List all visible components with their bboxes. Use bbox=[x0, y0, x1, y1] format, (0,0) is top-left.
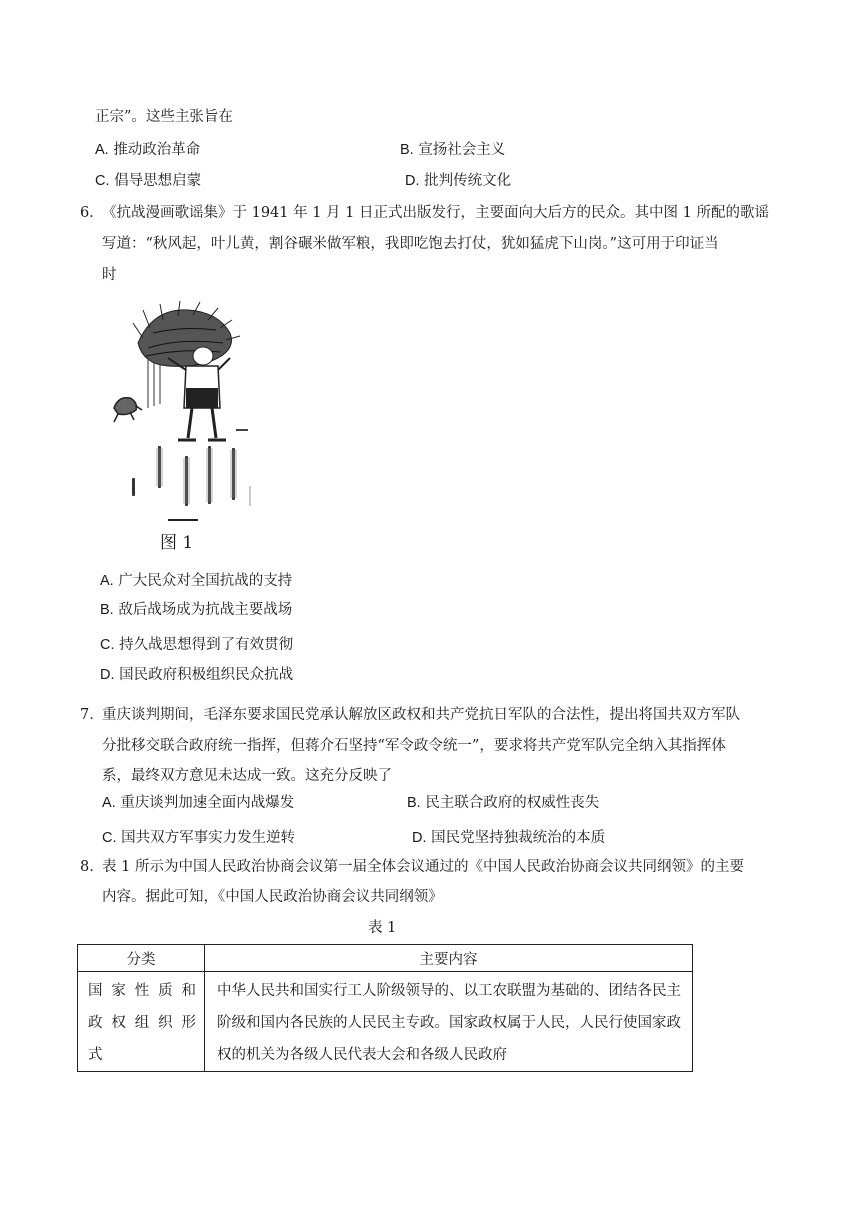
q7-option-c[interactable]: C. 国共双方军事实力发生逆转 bbox=[102, 830, 296, 846]
q5-option-d[interactable]: D. 批判传统文化 bbox=[405, 173, 512, 189]
q8-number: 8． bbox=[80, 859, 104, 875]
q5-stem-tail: 正宗”。这些主张旨在 bbox=[95, 109, 233, 125]
q7-stem-line-3: 系，最终双方意见未达成一致。这充分反映了 bbox=[102, 768, 392, 784]
q6-number: 6． bbox=[80, 205, 104, 221]
q5-option-b[interactable]: B. 宣扬社会主义 bbox=[400, 142, 506, 158]
table-cell-content: 中华人民共和国实行工人阶级领导的、以工农联盟为基础的、团结各民主 阶级和国内各民族的人民民主专政。国家政权属于人民，人民行使国家政 权的机关为各级人民代表大会和各级人民政府 bbox=[205, 972, 693, 1072]
table-caption: 表 1 bbox=[368, 920, 397, 936]
q7-option-a[interactable]: A. 重庆谈判加速全面内战爆发 bbox=[102, 795, 295, 811]
q7-option-b[interactable]: B. 民主联合政府的权威性丧失 bbox=[407, 795, 600, 811]
q6-stem-line-2: 写道：“秋风起，叶儿黄，割谷碾米做军粮，我即吃饱去打仗，犹如猛虎下山岗。”这可用于印证当 bbox=[102, 236, 719, 252]
q7-stem-line-2: 分批移交联合政府统一指挥，但蒋介石坚持“军令政令统一”，要求将共产党军队完全纳入其指挥体 bbox=[102, 738, 726, 754]
q6-option-c[interactable]: C. 持久战思想得到了有效贯彻 bbox=[100, 637, 294, 653]
q5-option-c[interactable]: C. 倡导思想启蒙 bbox=[95, 173, 202, 189]
table-header-row bbox=[78, 945, 693, 972]
figure-caption: 图 1 bbox=[160, 533, 194, 553]
content-table bbox=[77, 944, 693, 1072]
q5-option-a[interactable]: A. 推动政治革命 bbox=[95, 142, 201, 158]
q6-option-b[interactable]: B. 敌后战场成为抗战主要战场 bbox=[100, 602, 293, 618]
table-header-category: 分类 bbox=[78, 945, 205, 972]
q6-stem-line-3: 时 bbox=[102, 267, 117, 283]
q7-option-d[interactable]: D. 国民党坚持独裁统治的本质 bbox=[412, 830, 606, 846]
q8-stem-line-1: 表 1 所示为中国人民政治协商会议第一届全体会议通过的《中国人民政治协商会议共同纲领》的主要 bbox=[102, 859, 744, 875]
table-header-content: 主要内容 bbox=[205, 945, 693, 972]
q7-number: 7． bbox=[80, 707, 104, 723]
q6-option-a[interactable]: A. 广大民众对全国抗战的支持 bbox=[100, 573, 293, 589]
table-cell-category: 国家性质和 政权组织形 式 bbox=[78, 972, 205, 1072]
table-row bbox=[78, 972, 693, 1072]
q6-stem-line-1: 《抗战漫画歌谣集》于 1941 年 1 月 1 日正式出版发行，主要面向大后方的民众。其中图 1 所配的歌谣 bbox=[102, 205, 769, 221]
figure-1 bbox=[108, 298, 260, 560]
q7-stem-line-1: 重庆谈判期间，毛泽东要求国民党承认解放区政权和共产党抗日军队的合法性，提出将国共双方军队 bbox=[102, 707, 740, 723]
q6-option-d[interactable]: D. 国民政府积极组织民众抗战 bbox=[100, 667, 294, 683]
cartoon-illustration bbox=[108, 298, 260, 560]
q8-stem-line-2: 内容。据此可知，《中国人民政治协商会议共同纲领》 bbox=[102, 889, 443, 905]
